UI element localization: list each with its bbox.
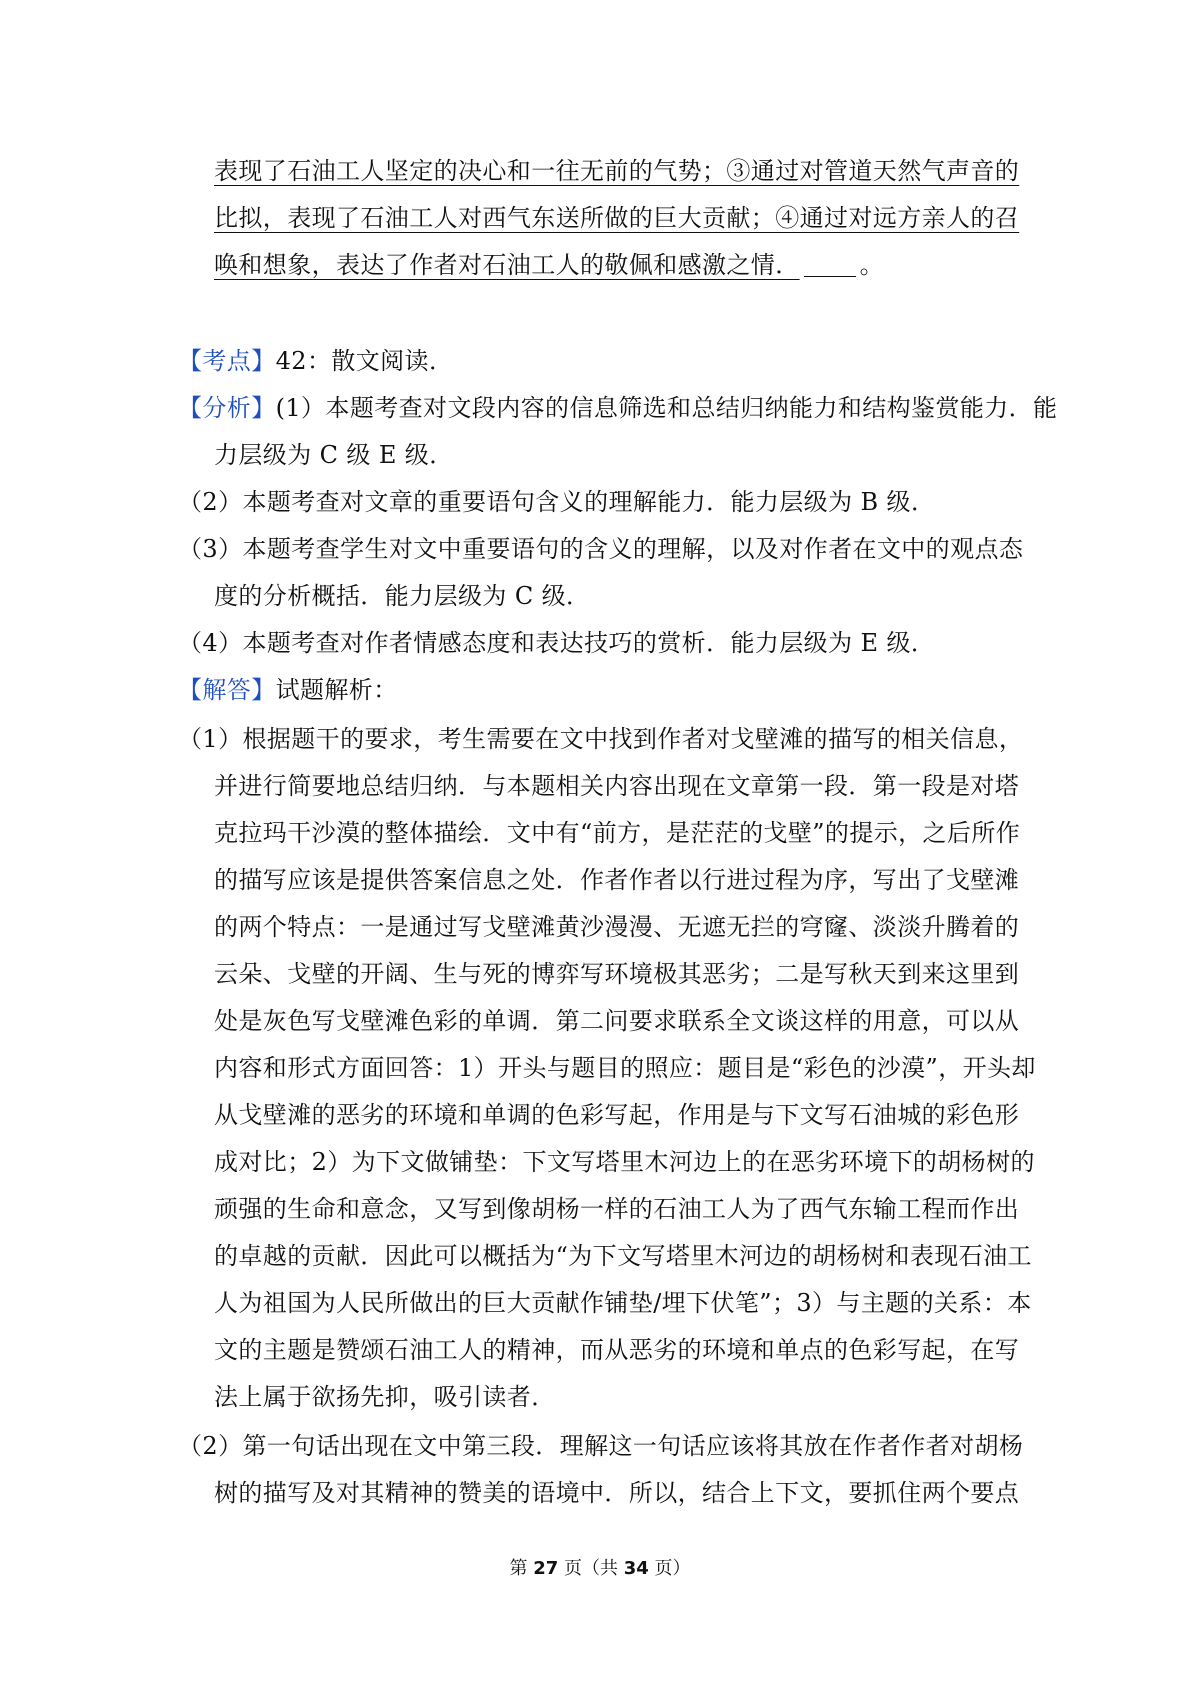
fenxi-line-2: 力层级为 C 级 E 级． bbox=[214, 441, 454, 469]
jieda-body-13: 人为祖国为人民所做出的巨大贡献作铺垫/埋下伏笔”；3）与主题的关系：本 bbox=[214, 1289, 1032, 1317]
fenxi-first: (1）本题考查对文段内容的信息筛选和总结归纳能力和结构鉴赏能力．能 bbox=[275, 394, 1058, 422]
jieda-body-8: 内容和形式方面回答：1）开头与题目的照应：题目是“彩色的沙漠”，开头却 bbox=[214, 1054, 1036, 1082]
jieda-body-7: 处是灰色写戈壁滩色彩的单调．第二问要求联系全文谈这样的用意，可以从 bbox=[214, 1007, 1020, 1035]
answer-line-1: 表现了石油工人坚定的决心和一往无前的气势；③通过对管道天然气声音的 bbox=[214, 157, 1020, 185]
jieda-body-15: 法上属于欲扬先抑，吸引读者． bbox=[214, 1383, 556, 1411]
footer-page-number: 27 bbox=[533, 1558, 559, 1579]
footer-suffix: 页） bbox=[654, 1558, 691, 1579]
answer-line-2: 比拟，表现了石油工人对西气东送所做的巨大贡献；④通过对远方亲人的召 bbox=[214, 204, 1020, 232]
fenxi-line-4: （3）本题考查学生对文中重要语句的含义的理解，以及对作者在文中的观点态 bbox=[178, 535, 1024, 563]
jieda-body-12: 的卓越的贡献．因此可以概括为“为下文写塔里木河边的胡杨树和表现石油工 bbox=[214, 1242, 1032, 1270]
jieda-body-14: 文的主题是赞颂石油工人的精神，而从恶劣的环境和单点的色彩写起，在写 bbox=[214, 1336, 1020, 1364]
jieda-body-3: 克拉玛干沙漠的整体描绘．文中有“前方，是茫茫的戈壁”的提示，之后所作 bbox=[214, 819, 1021, 847]
jieda-label: 【解答】 bbox=[178, 676, 276, 704]
footer-total-pages: 34 bbox=[623, 1558, 649, 1579]
jieda-body-5: 的两个特点：一是通过写戈壁滩黄沙漫漫、无遮无拦的穹窿、淡淡升腾着的 bbox=[214, 913, 1020, 941]
kaodian-text: 42：散文阅读． bbox=[275, 347, 454, 375]
jieda-text: 试题解析： bbox=[275, 676, 398, 704]
jieda-body-4: 的描写应该是提供答案信息之处．作者作者以行进过程为序，写出了戈壁滩 bbox=[214, 866, 1020, 894]
footer-prefix: 第 bbox=[509, 1558, 528, 1579]
fenxi-line-1 bbox=[178, 393, 1057, 423]
jieda-body-11: 顽强的生命和意念，又写到像胡杨一样的石油工人为了西气东输工程而作出 bbox=[214, 1195, 1020, 1223]
jieda-body-6: 云朵、戈壁的开阔、生与死的博弈写环境极其恶劣；二是写秋天到来这里到 bbox=[214, 960, 1020, 988]
page-footer bbox=[0, 1558, 1200, 1580]
jieda-body-16: （2）第一句话出现在文中第三段．理解这一句话应该将其放在作者作者对胡杨 bbox=[178, 1432, 1024, 1460]
jieda-body-1: （1）根据题干的要求，考生需要在文中找到作者对戈壁滩的描写的相关信息， bbox=[178, 725, 1024, 753]
answer-end-mark: 。 bbox=[859, 251, 885, 279]
footer-middle: 页（共 bbox=[564, 1558, 618, 1579]
kaodian-label: 【考点】 bbox=[178, 347, 276, 375]
fenxi-line-5: 度的分析概括．能力层级为 C 级． bbox=[214, 582, 591, 610]
answer-line-3: 唤和想象，表达了作者对石油工人的敬佩和感激之情． bbox=[214, 251, 800, 279]
jieda-body-9: 从戈壁滩的恶劣的环境和单调的色彩写起，作用是与下文写石油城的彩色形 bbox=[214, 1101, 1020, 1129]
answer-line-3-wrap bbox=[214, 250, 884, 280]
answer-blank bbox=[804, 252, 856, 277]
jieda-body-17: 树的描写及对其精神的赞美的语境中．所以，结合上下文，要抓住两个要点 bbox=[214, 1479, 1020, 1507]
fenxi-line-3: （2）本题考查对文章的重要语句含义的理解能力．能力层级为 B 级． bbox=[178, 488, 936, 516]
fenxi-line-6: （4）本题考查对作者情感态度和表达技巧的赏析．能力层级为 E 级． bbox=[178, 629, 936, 657]
jieda-line bbox=[178, 675, 398, 705]
kaodian-line bbox=[178, 346, 453, 376]
fenxi-label: 【分析】 bbox=[178, 394, 276, 422]
jieda-body-10: 成对比；2）为下文做铺垫：下文写塔里木河边上的在恶劣环境下的胡杨树的 bbox=[214, 1148, 1035, 1176]
jieda-body-2: 并进行简要地总结归纳．与本题相关内容出现在文章第一段．第一段是对塔 bbox=[214, 772, 1020, 800]
